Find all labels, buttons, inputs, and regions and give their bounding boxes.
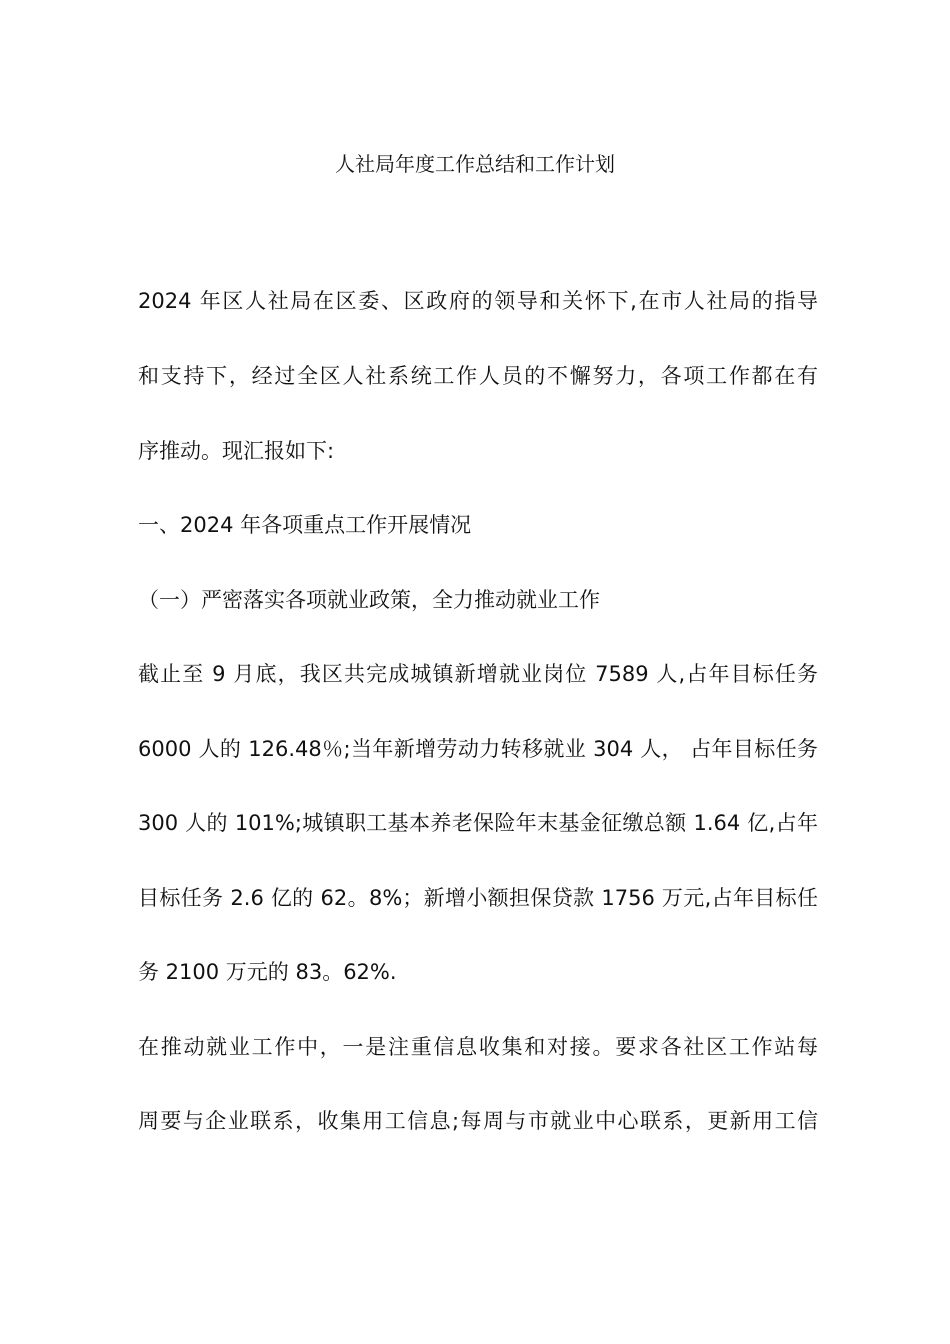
paragraph-line: 在推动就业工作中，一是注重信息收集和对接。要求各社区工作站每 <box>138 1035 818 1059</box>
paragraph-line: 周要与企业联系，收集用工信息;每周与市就业中心联系，更新用工信 <box>138 1109 818 1133</box>
subsection-heading: （一）严密落实各项就业政策，全力推动就业工作 <box>138 588 600 612</box>
paragraph-line: 和支持下，经过全区人社系统工作人员的不懈努力，各项工作都在有 <box>138 364 818 388</box>
paragraph-line: 2024 年区人社局在区委、区政府的领导和关怀下,在市人社局的指导 <box>138 289 818 313</box>
section-heading: 一、2024 年各项重点工作开展情况 <box>138 513 472 537</box>
document-title: 人社局年度工作总结和工作计划 <box>335 152 615 176</box>
paragraph-line: 务 2100 万元的 83。62%. <box>138 960 397 984</box>
paragraph-line: 300 人的 101%;城镇职工基本养老保险年末基金征缴总额 1.64 亿,占年 <box>138 811 818 835</box>
paragraph-line: 目标任务 2.6 亿的 62。8%；新增小额担保贷款 1756 万元,占年目标任 <box>138 886 818 910</box>
paragraph-line: 序推动。现汇报如下: <box>138 439 335 463</box>
paragraph-line: 6000 人的 126.48％;当年新增劳动力转移就业 304 人， 占年目标任务 <box>138 737 818 761</box>
paragraph-line: 截止至 9 月底，我区共完成城镇新增就业岗位 7589 人,占年目标任务 <box>138 662 818 686</box>
